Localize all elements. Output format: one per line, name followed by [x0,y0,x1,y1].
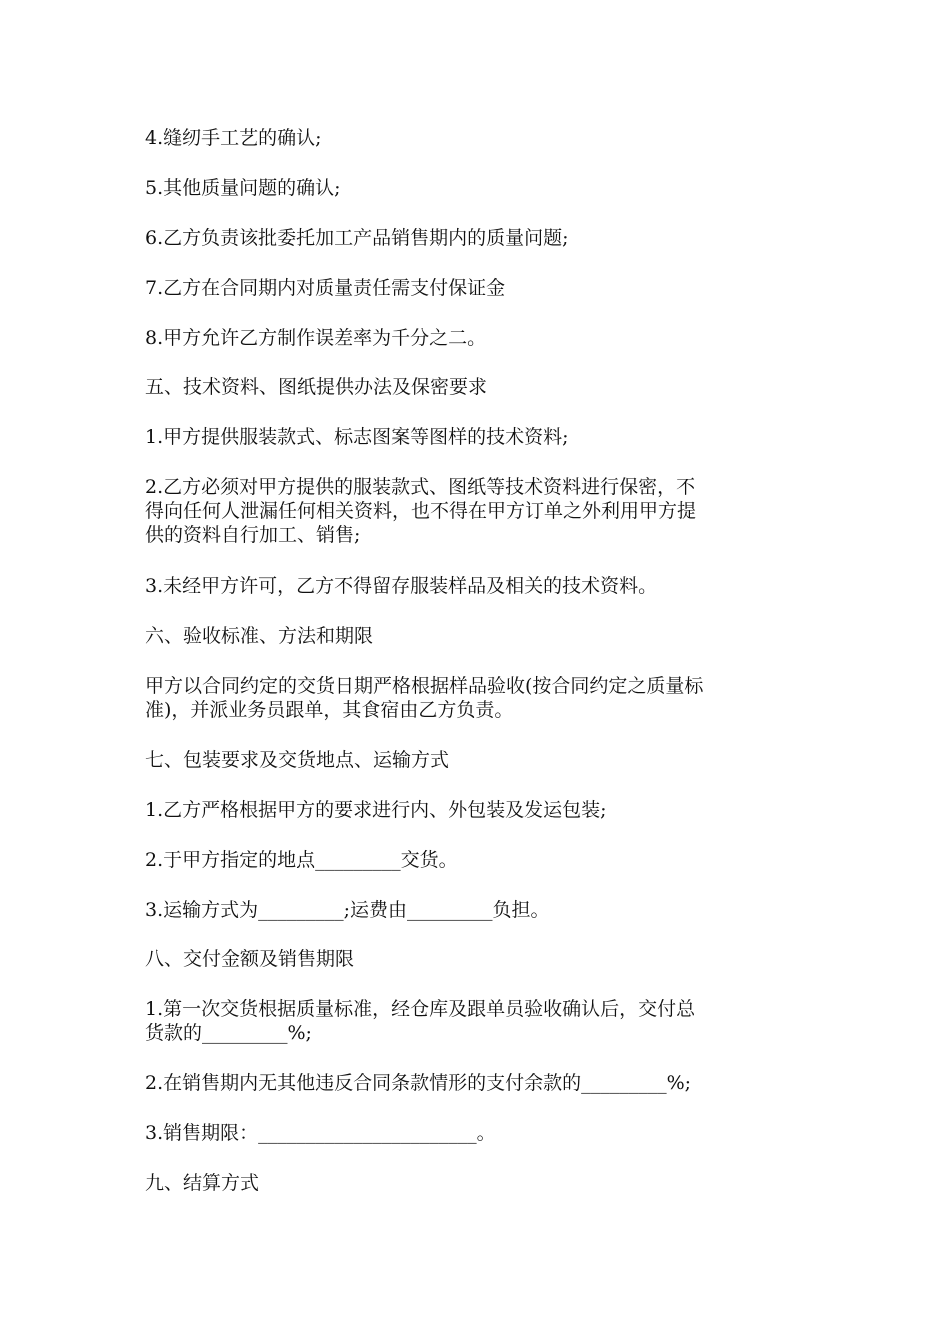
section-5-item-3: 3.未经甲方许可，乙方不得留存服装样品及相关的技术资料。 [145,575,658,597]
clause-4-sewing: 4.缝纫手工艺的确认; [145,127,322,149]
section-9-heading: 九、结算方式 [145,1172,260,1194]
paragraph-line: 1.第一次交货根据质量标准，经仓库及跟单员验收确认后，交付总 [145,998,696,1020]
section-8-item-3: 3.销售期限：_______________________。 [145,1122,496,1144]
section-5-heading: 五、技术资料、图纸提供办法及保密要求 [145,376,488,398]
paragraph-line: 得向任何人泄漏任何相关资料，也不得在甲方订单之外利用甲方提 [145,500,697,522]
paragraph-line: 货款的_________%; [145,1022,312,1044]
clause-8-error-rate: 8.甲方允许乙方制作误差率为千分之二。 [145,327,487,349]
section-8-heading: 八、交付金额及销售期限 [145,948,355,970]
section-8-item-2: 2.在销售期内无其他违反合同条款情形的支付余款的_________%; [145,1072,692,1094]
section-7-item-3: 3.运输方式为_________;运费由_________负担。 [145,899,550,921]
clause-5-other-quality: 5.其他质量问题的确认; [145,177,341,199]
clause-6-quality-responsibility: 6.乙方负责该批委托加工产品销售期内的质量问题; [145,227,569,249]
paragraph-line: 供的资料自行加工、销售; [145,524,361,546]
paragraph-line: 准)，并派业务员跟单，其食宿由乙方负责。 [145,699,514,721]
section-7-heading: 七、包装要求及交货地点、运输方式 [145,749,450,771]
section-7-item-1: 1.乙方严格根据甲方的要求进行内、外包装及发运包装; [145,799,607,821]
section-7-item-2: 2.于甲方指定的地点_________交货。 [145,849,458,871]
paragraph-line: 2.乙方必须对甲方提供的服装款式、图纸等技术资料进行保密，不 [145,476,696,498]
section-5-item-1: 1.甲方提供服装款式、标志图案等图样的技术资料; [145,426,569,448]
clause-7-deposit: 7.乙方在合同期内对质量责任需支付保证金 [145,277,506,299]
paragraph-line: 甲方以合同约定的交货日期严格根据样品验收(按合同约定之质量标 [145,675,704,697]
section-6-heading: 六、验收标准、方法和期限 [145,625,374,647]
